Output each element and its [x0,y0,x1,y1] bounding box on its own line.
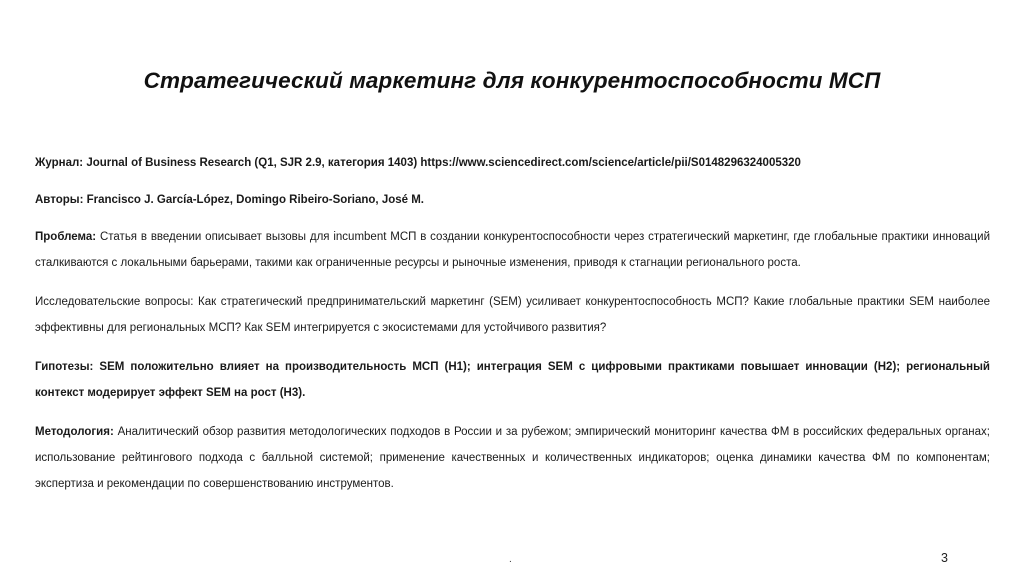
methodology-paragraph [35,419,990,497]
problem-paragraph [35,224,990,276]
footer-mark: . [509,554,512,565]
methodology-label: Методология: [35,426,114,438]
hypotheses-paragraph [35,354,990,406]
authors-label: Авторы: [35,194,84,206]
authors-paragraph [35,187,990,213]
problem-value: Статья в введении описывает вызовы для incumbent МСП в создании конкурентоспособности через стратегический маркетинг, где глобальные практики инноваций сталкиваются с локальными барьерами, такими как ограниченные ресурсы и рыночные изменения, приводя к стагнации регионального роста. [35,231,990,269]
slide-title: Стратегический маркетинг для конкурентоспособности МСП [143,68,881,93]
journal-value: Journal of Business Research (Q1, SJR 2.9, категория 1403) https://www.sciencedirect.com/science/article/pii/S0148296324005320 [83,157,801,169]
page-number: 3 [941,551,948,565]
methodology-value: Аналитический обзор развития методологических подходов в России и за рубежом; эмпирический мониторинг качества ФМ в российских федеральных органах; использование рейтингового подхода с балльной системой; применение качественных и количественных индикаторов; оценка динамики качества ФМ по компонентам; экспертиза и рекомендации по совершенствованию инструментов. [35,426,990,490]
authors-value: Francisco J. García-López, Domingo Ribeiro-Soriano, José M. [83,194,424,206]
problem-label: Проблема: [35,231,97,243]
hypotheses-label: Гипотезы: [35,361,94,373]
questions-paragraph: Исследовательские вопросы: Как стратегический предпринимательский маркетинг (SEM) усиливает конкурентоспособность МСП? Какие глобальные практики SEM наиболее эффективны для региональных МСП? Как SEM интегрируется с экосистемами для устойчивого развития? [35,296,990,334]
journal-label: Журнал: [35,157,84,169]
journal-paragraph [35,150,990,176]
slide-body [35,150,990,510]
hypotheses-value: SEM положительно влияет на производительность МСП (H1); интеграция SEM с цифровыми практиками повышает инновации (H2); региональный контекст модерирует эффект SEM на рост (H3). [35,361,990,399]
